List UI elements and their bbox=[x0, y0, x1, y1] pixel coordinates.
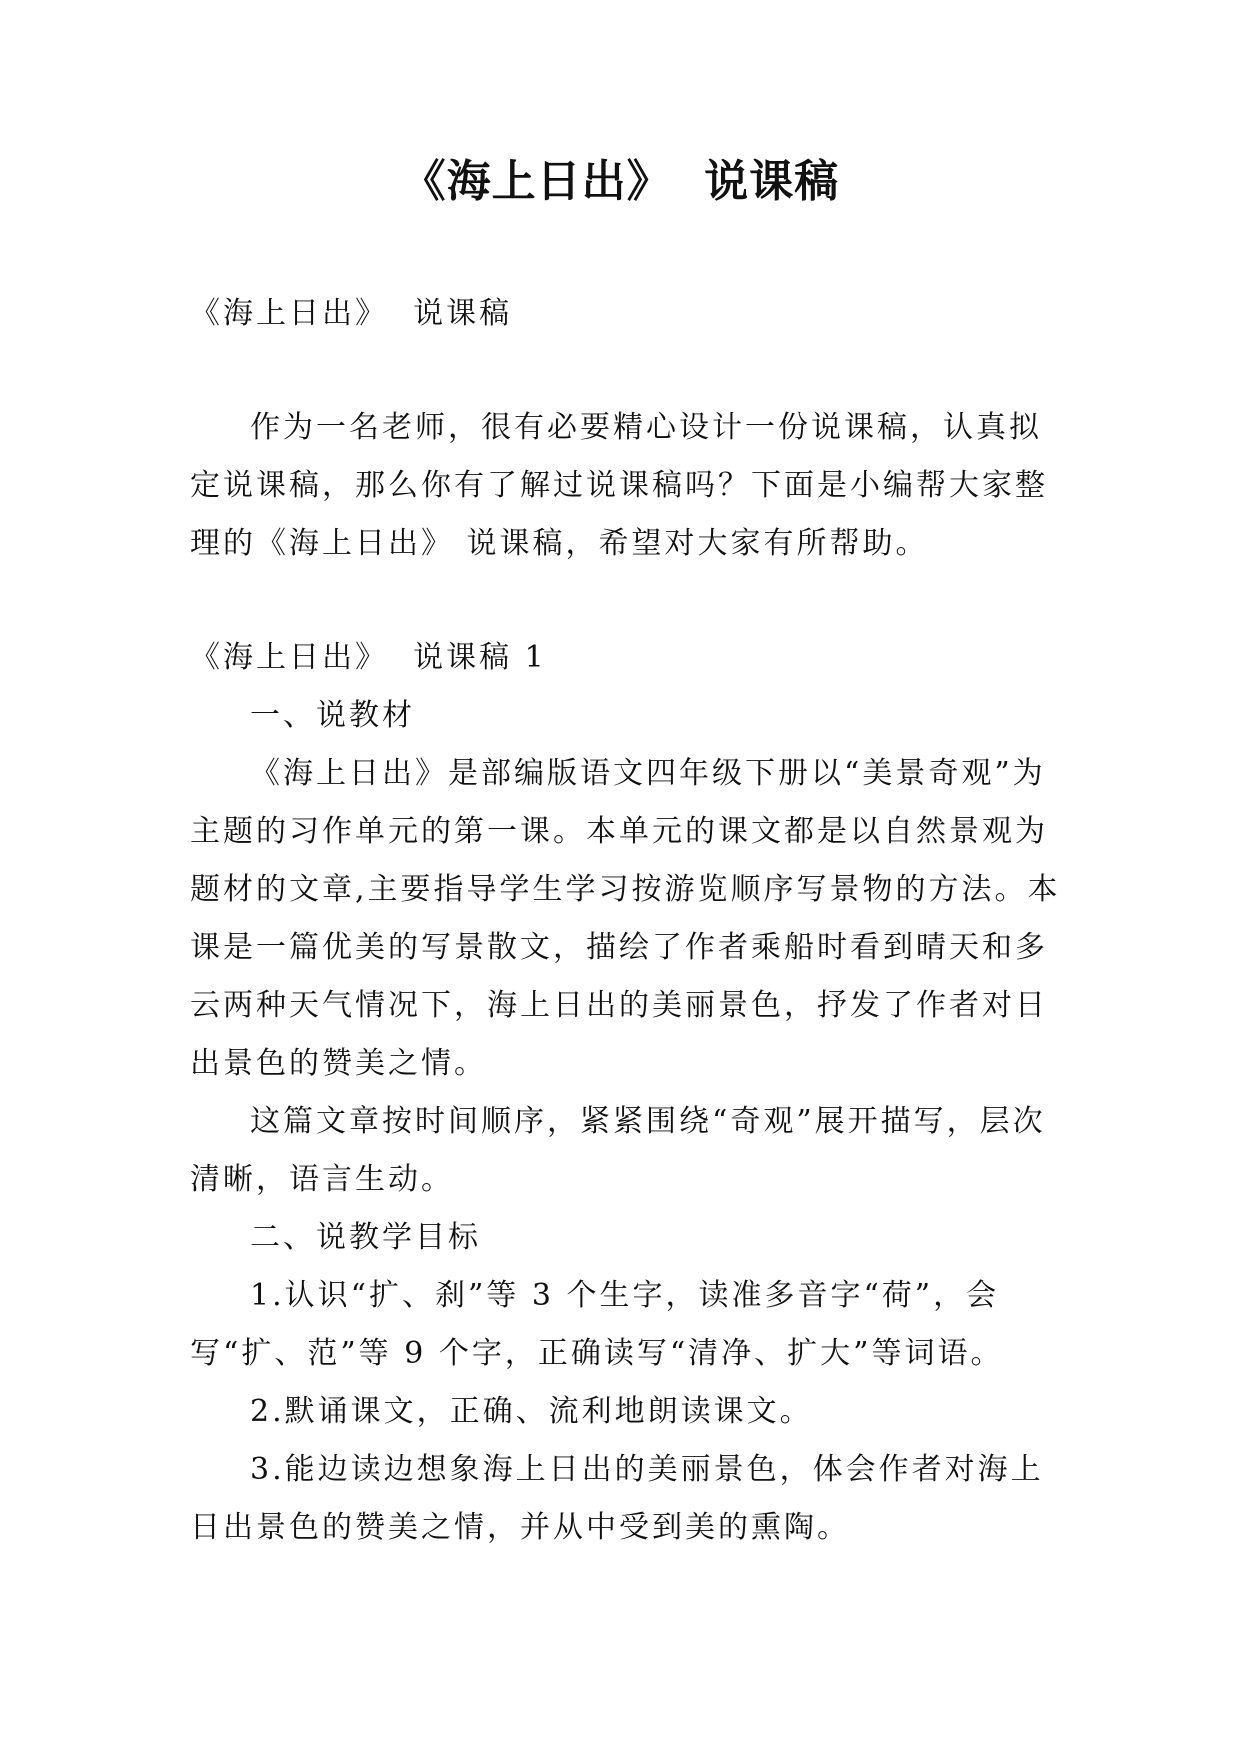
paragraph-structure: 这篇文章按时间顺序，紧紧围绕“奇观”展开描写，层次清晰，语言生动。 bbox=[190, 1104, 1046, 1197]
page-title: 《海上日出》 说课稿 bbox=[401, 156, 840, 207]
heading-teaching-material: 一、说教材 bbox=[250, 698, 415, 733]
document-body bbox=[190, 285, 1070, 1557]
document-subtitle: 《海上日出》 说课稿 bbox=[190, 296, 513, 331]
paragraph-teaching-material: 《海上日出》是部编版语文四年级下册以“美景奇观”为主题的习作单元的第一课。本单元的课文都是以自然景观为题材的文章,主要指导学生学习按游览顺序写景物的方法。本课是一篇优美的写景散文，描绘了作者乘船时看到晴天和多云两种天气情况下，海上日出的美丽景色，抒发了作者对日出景色的赞美之情。 bbox=[190, 756, 1061, 1081]
section-title: 《海上日出》 说课稿 1 bbox=[190, 640, 547, 675]
heading-teaching-goals: 二、说教学目标 bbox=[250, 1220, 481, 1255]
goal-item-2: 2.默诵课文，正确、流利地朗读课文。 bbox=[250, 1394, 813, 1429]
goal-item-3: 3.能边读边想象海上日出的美丽景色，体会作者对海上日出景色的赞美之情，并从中受到美的熏陶。 bbox=[190, 1452, 1044, 1545]
intro-paragraph: 作为一名老师，很有必要精心设计一份说课稿，认真拟定说课稿，那么你有了解过说课稿吗？下面是小编帮大家整理的《海上日出》 说课稿，希望对大家有所帮助。 bbox=[190, 410, 1048, 561]
goal-item-1: 1.认识“扩、刹”等 3 个生字，读准多音字“荷”，会写“扩、范”等 9 个字，正确读写“清净、扩大”等词语。 bbox=[190, 1278, 1004, 1371]
